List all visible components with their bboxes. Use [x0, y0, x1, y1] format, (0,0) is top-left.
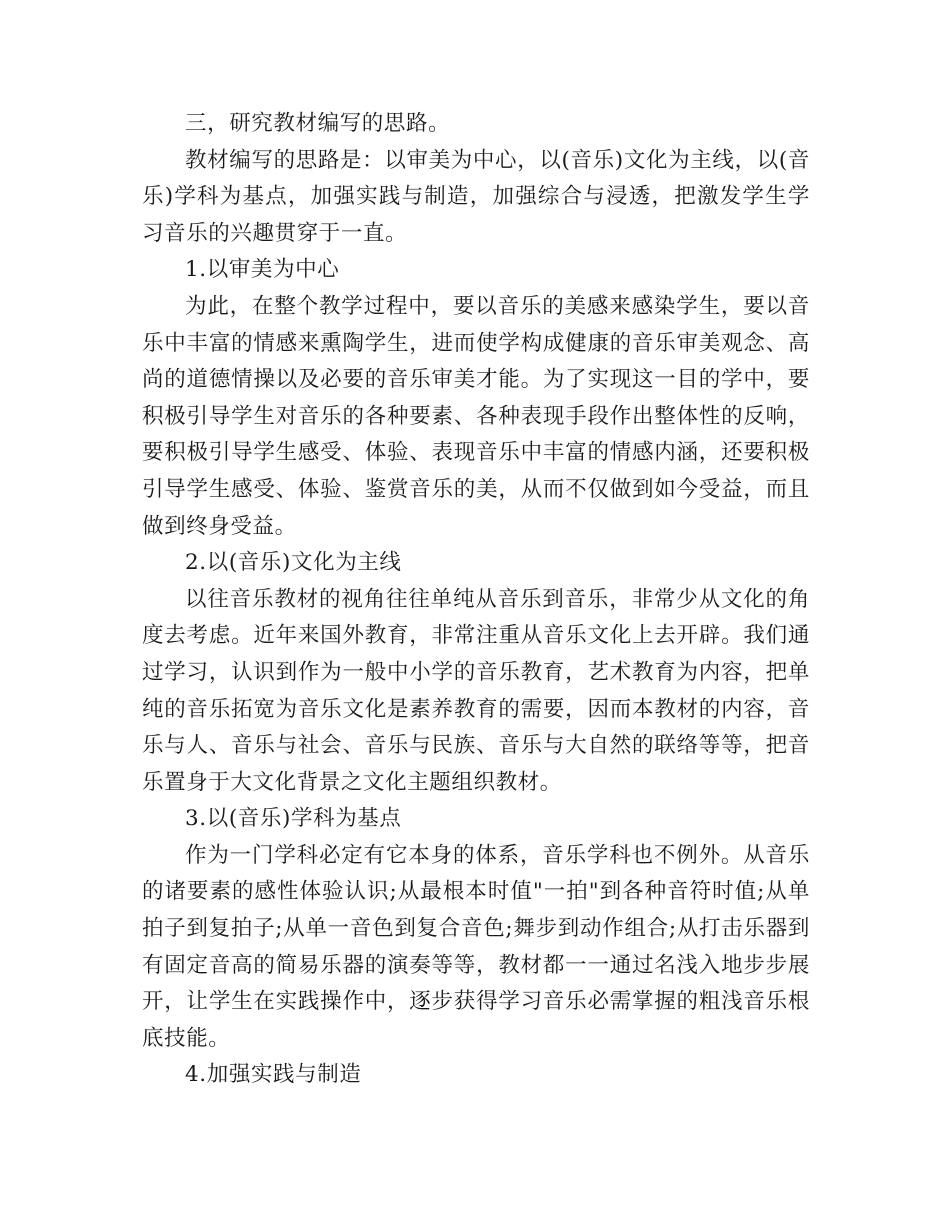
section-heading-3: 三，研究教材编写的思路。 [185, 111, 451, 136]
subheading-3: 3.以(音乐)学科为基点 [185, 806, 402, 832]
subheading-4: 4.加强实践与制造 [185, 1062, 362, 1088]
subheading-2: 2.以(音乐)文化为主线 [185, 550, 402, 576]
paragraph-intro: 教材编写的思路是：以审美为中心，以(音乐)文化为主线，以(音乐)学科为基点，加强实践与制造，加强综合与浸透，把激发学生学习音乐的兴趣贯穿于一直。 [142, 147, 810, 246]
paragraph-discipline: 作为一门学科必定有它本身的体系，音乐学科也不例外。从音乐的诸要素的感性体验认识;从最根本时值"一拍"到各种音符时值;从单拍子到复拍子;从单一音色到复合音色;舞步到动作组合;从打击乐器到有固定音高的简易乐器的演奏等等，教材都一一通过名浅入地步步展开，让学生在实践操作中，逐步获得学习音乐必需掌握的粗浅音乐根底技能。 [142, 842, 810, 1051]
document-body [142, 106, 810, 1094]
subheading-1: 1.以审美为中心 [185, 257, 340, 283]
paragraph-aesthetic: 为此，在整个教学过程中，要以音乐的美感来感染学生，要以音乐中丰富的情感来熏陶学生，进而使学构成健康的音乐审美观念、高尚的道德情操以及必要的音乐审美才能。为了实现这一目的学中，要积极引导学生对音乐的各种要素、各种表现手段作出整体性的反响，要积极引导学生感受、体验、表现音乐中丰富的情感内涵，还要积极引导学生感受、体验、鉴赏音乐的美，从而不仅做到如今受益，而且做到终身受益。 [142, 293, 810, 539]
paragraph-culture: 以往音乐教材的视角往往单纯从音乐到音乐，非常少从文化的角度去考虑。近年来国外教育，非常注重从音乐文化上去开辟。我们通过学习，认识到作为一般中小学的音乐教育，艺术教育为内容，把单纯的音乐拓宽为音乐文化是素养教育的需要，因而本教材的内容，音乐与人、音乐与社会、音乐与民族、音乐与大自然的联络等等，把音乐置身于大文化背景之文化主题组织教材。 [142, 586, 810, 795]
